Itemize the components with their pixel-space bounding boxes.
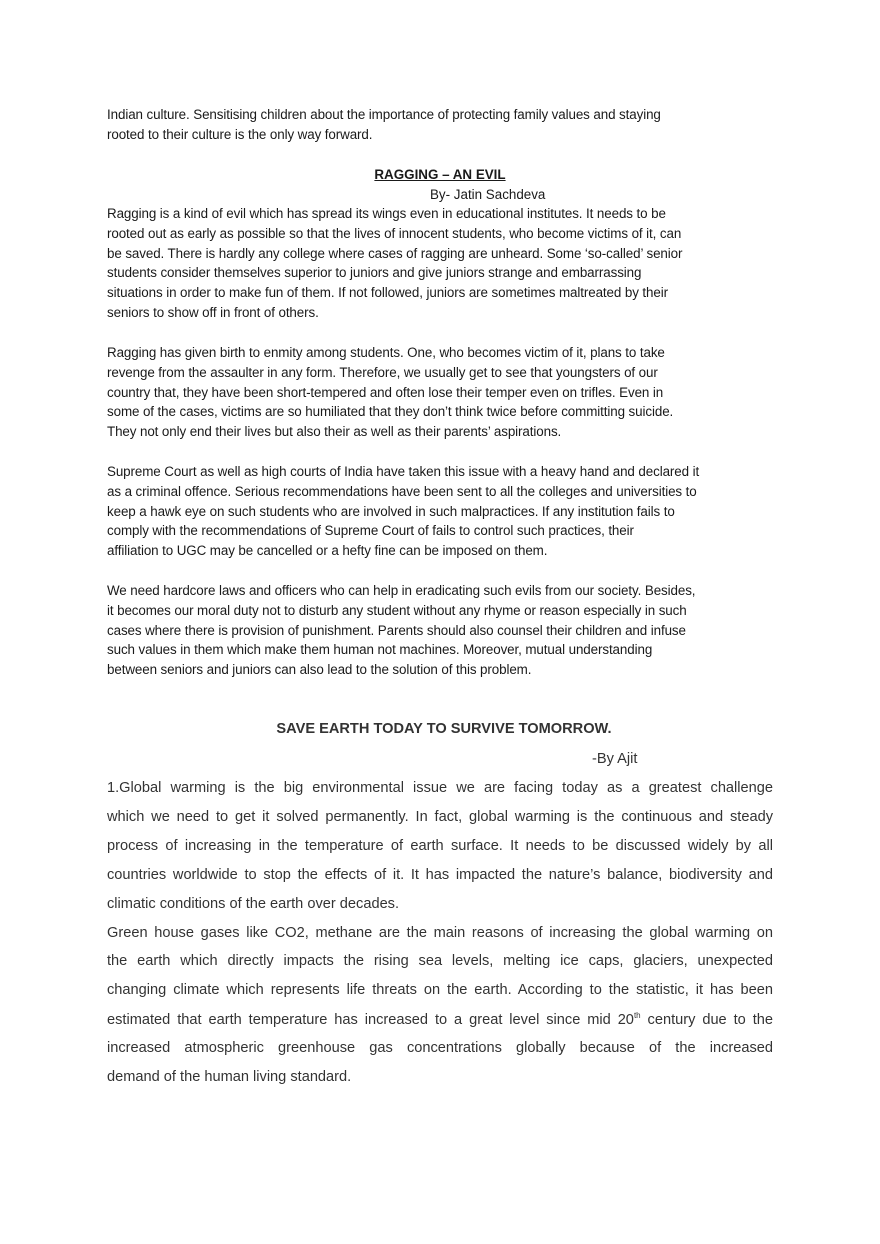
- paragraph-line: the earth which directly impacts the rising sea levels, melting ice caps, glaciers, unexpected: [107, 953, 773, 970]
- paragraph-line: climatic conditions of the earth over decades.: [107, 895, 400, 912]
- paragraph-line: it becomes our moral duty not to disturb any student without any rhyme or reason especially in such: [107, 602, 687, 618]
- line-text: estimated that earth temperature has increased to a great level since mid 20: [107, 1012, 634, 1029]
- paragraph-line: revenge from the assaulter in any form. Therefore, we usually get to see that youngsters of our: [107, 364, 658, 380]
- article-byline: -By Ajit: [592, 751, 638, 767]
- intro-text-line: Indian culture. Sensitising children about the importance of protecting family values and staying: [107, 107, 661, 122]
- paragraph-line: They not only end their lives but also their as well as their parents’ aspirations.: [107, 424, 562, 440]
- paragraph-line: [107, 1011, 773, 1028]
- line-text: century due to the: [640, 1012, 774, 1029]
- paragraph-line: between seniors and juniors can also lead to the solution of this problem.: [107, 662, 532, 678]
- paragraph-line: 1.Global warming is the big environmental issue we are facing today as a greatest challenge: [107, 780, 773, 796]
- paragraph-line: as a criminal offence. Serious recommendations have been sent to all the colleges and universities to: [107, 483, 697, 499]
- paragraph-line: Ragging is a kind of evil which has spread its wings even in educational institutes. It needs to be: [107, 206, 666, 221]
- paragraph-line: seniors to show off in front of others.: [107, 305, 319, 320]
- paragraph-line: demand of the human living standard.: [107, 1069, 352, 1085]
- article-byline: By- Jatin Sachdeva: [430, 187, 546, 202]
- superscript: th: [633, 1011, 641, 1021]
- paragraph-line: Ragging has given birth to enmity among students. One, who becomes victim of it, plans to take: [107, 345, 665, 360]
- paragraph-line: changing climate which represents life threats on the earth. According to the statistic, it has been: [107, 982, 773, 999]
- paragraph-line: students consider themselves superior to juniors and give juniors strange and embarrassing: [107, 265, 642, 281]
- paragraph-line: rooted out as early as possible so that the lives of innocent students, who become victims of it, can: [107, 225, 682, 241]
- paragraph-line: affiliation to UGC may be cancelled or a hefty fine can be imposed on them.: [107, 543, 548, 559]
- paragraph-line: comply with the recommendations of Supreme Court of fails to control such practices, their: [107, 523, 634, 539]
- paragraph-line: some of the cases, victims are so humiliated that they don’t think twice before committing suicide.: [107, 404, 674, 420]
- article-title: RAGGING – AN EVIL: [374, 167, 506, 182]
- paragraph-line: cases where there is provision of punishment. Parents should also counsel their children and infuse: [107, 622, 686, 638]
- paragraph-line: Supreme Court as well as high courts of India have taken this issue with a heavy hand and declared it: [107, 464, 700, 479]
- paragraph-line: such values in them which make them human not machines. Moreover, mutual understanding: [107, 642, 653, 658]
- paragraph-line: which we need to get it solved permanently. In fact, global warming is the continuous and steady: [107, 808, 773, 825]
- paragraph-line: We need hardcore laws and officers who can help in eradicating such evils from our society. Besides,: [107, 583, 696, 598]
- article-title: SAVE EARTH TODAY TO SURVIVE TOMORROW.: [276, 721, 612, 737]
- paragraph-line: country that, they have been short-tempered and often lose their temper even on trifles. Even in: [107, 384, 664, 400]
- paragraph-line: keep a hawk eye on such students who are involved in such malpractices. If any institution fails to: [107, 503, 675, 519]
- paragraph-line: Green house gases like CO2, methane are the main reasons of increasing the global warming on: [107, 924, 773, 941]
- intro-text-line: rooted to their culture is the only way forward.: [107, 127, 373, 142]
- paragraph-line: countries worldwide to stop the effects of it. It has impacted the nature’s balance, biodiversity and: [107, 866, 773, 883]
- paragraph-line: situations in order to make fun of them. If not followed, juniors are sometimes maltreated by their: [107, 285, 668, 301]
- paragraph-line: process of increasing in the temperature of earth surface. It needs to be discussed widely by all: [107, 837, 773, 854]
- paragraph-line: be saved. There is hardly any college where cases of ragging are unheard. Some ‘so-called’ senior: [107, 245, 683, 261]
- paragraph-line: increased atmospheric greenhouse gas concentrations globally because of the increased: [107, 1040, 773, 1057]
